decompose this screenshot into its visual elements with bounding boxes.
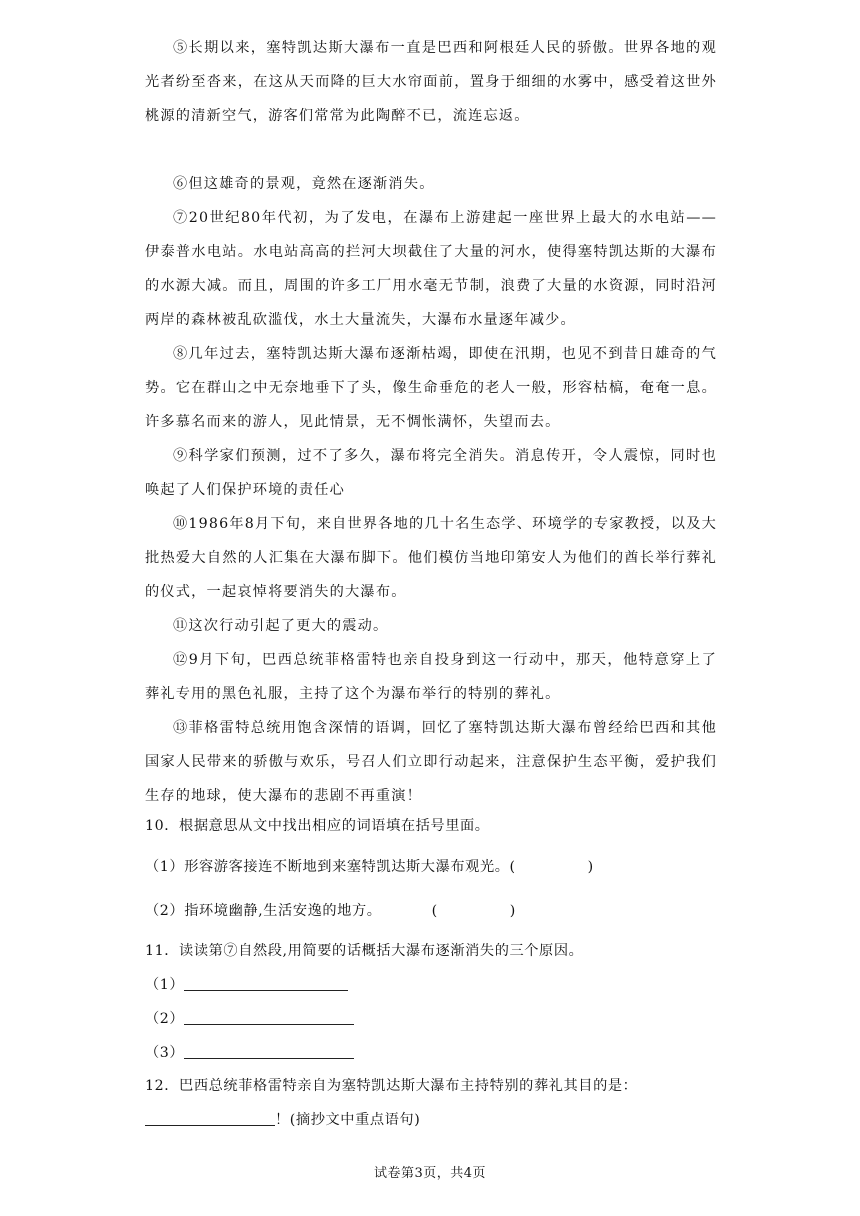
- question-10-item-1-close: ): [587, 859, 594, 875]
- question-11-label-3: （3）: [145, 1045, 185, 1061]
- paragraph-10: ⑩1986年8月下旬，来自世界各地的几十名生态学、环境学的专家教授，以及大批热爱大自然的人汇集在大瀑布脚下。他们模仿当地印第安人为他们的酋长举行葬礼的仪式，一起哀悼将要消失的大瀑布。: [145, 516, 717, 600]
- question-10-item-2-close: ): [509, 903, 516, 919]
- answer-line-11-1[interactable]: [184, 976, 348, 991]
- question-11-label-1: （1）: [145, 977, 185, 993]
- question-11-item-3: [145, 1043, 745, 1063]
- question-10-item-1-text: （1）形容游客接连不断地到来塞特凯达斯大瀑布观光。(: [145, 859, 516, 875]
- question-11-label-2: （2）: [145, 1011, 185, 1027]
- question-12-title: 12．巴西总统菲格雷特亲自为塞特凯达斯大瀑布主持特别的葬礼其目的是：: [145, 1078, 638, 1094]
- paragraph-11: ⑪这次行动引起了更大的震动。: [173, 618, 389, 634]
- paragraph-9: ⑨科学家们预测，过不了多久，瀑布将完全消失。消息传开，令人震惊，同时也唤起了人们保护环境的责任心: [145, 448, 717, 498]
- answer-line-11-2[interactable]: [184, 1010, 354, 1025]
- question-11-item-1: [145, 975, 745, 995]
- paragraph-8: ⑧几年过去，塞特凯达斯大瀑布逐渐枯竭，即使在汛期，也见不到昔日雄奇的气势。它在群山之中无奈地垂下了头，像生命垂危的老人一般，形容枯槁，奄奄一息。许多慕名而来的游人，见此情景，无不惆怅满怀，失望而去。: [145, 346, 717, 430]
- paragraph-6: ⑥但这雄奇的景观，竟然在逐渐消失。: [173, 176, 435, 192]
- question-10-item-2: [145, 901, 745, 921]
- paragraph-5: ⑤长期以来，塞特凯达斯大瀑布一直是巴西和阿根廷人民的骄傲。世界各地的观光者纷至沓来，在这从天而降的巨大水帘面前，置身于细细的水雾中，感受着这世外桃源的清新空气，游客们常常为此陶醉不已，流连忘返。: [145, 40, 717, 124]
- question-12-tail: ！(摘抄文中重点语句): [275, 1112, 421, 1128]
- question-11-title: 11．读读第⑦自然段,用简要的话概括大瀑布逐渐消失的三个原因。: [145, 943, 584, 959]
- question-10-item-1: [145, 857, 745, 877]
- question-10-title: 10．根据意思从文中找出相应的词语填在括号里面。: [145, 818, 490, 834]
- question-10-item-2-open: (: [431, 903, 438, 919]
- paragraph-12: ⑫9月下旬，巴西总统菲格雷特也亲自投身到这一行动中，那天，他特意穿上了葬礼专用的黑色礼服，主持了这个为瀑布举行的特别的葬礼。: [145, 652, 717, 702]
- paragraph-13: ⑬菲格雷特总统用饱含深情的语调，回忆了塞特凯达斯大瀑布曾经给巴西和其他国家人民带来的骄傲与欢乐，号召人们立即行动起来，注意保护生态平衡，爱护我们生存的地球，使大瀑布的悲剧不再重演！: [145, 720, 717, 804]
- answer-line-11-3[interactable]: [184, 1044, 354, 1059]
- question-10-item-2-text: （2）指环境幽静,生活安逸的地方。: [145, 903, 382, 919]
- page-footer: 试卷第3页，共4页: [373, 1166, 487, 1181]
- question-12-answer-row: [145, 1110, 745, 1130]
- question-11-item-2: [145, 1009, 745, 1029]
- paragraph-7: ⑦20世纪80年代初，为了发电，在瀑布上游建起一座世界上最大的水电站——伊泰普水电站。水电站高高的拦河大坝截住了大量的河水，使得塞特凯达斯的大瀑布的水源大减。而且，周围的许多工厂用水毫无节制，浪费了大量的水资源，同时沿河两岸的森林被乱砍滥伐，水土大量流失，大瀑布水量逐年减少。: [145, 210, 717, 328]
- answer-line-12[interactable]: [145, 1111, 275, 1126]
